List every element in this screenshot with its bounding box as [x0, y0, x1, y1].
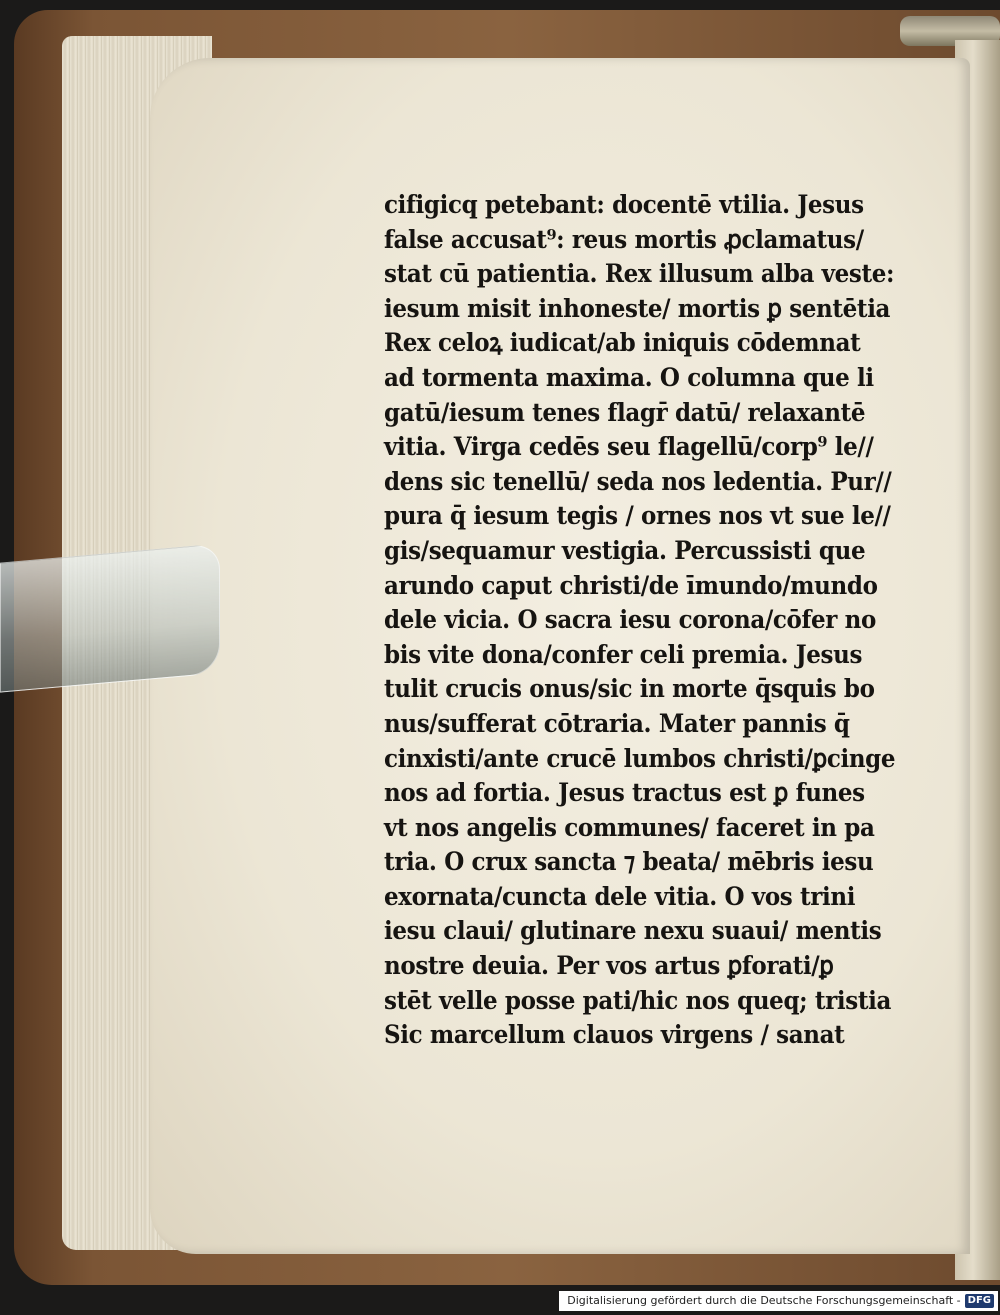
digitization-credit	[559, 1291, 998, 1311]
glass-page-weight	[0, 543, 220, 692]
text-line: stat cū patientia. Rex illusum alba veste:	[384, 259, 895, 289]
text-line: iesu claui/ glutinare nexu suaui/ mentis	[384, 916, 882, 946]
credit-text: Digitalisierung gefördert durch die Deutsche Forschungsgemeinschaft -	[567, 1294, 961, 1307]
text-line: gatū/iesum tenes flagr̄ datū/ relaxantē	[384, 397, 866, 427]
text-line: Rex celoꝝ iudicat/ab iniquis cōdemnat	[384, 328, 861, 358]
text-line: ad tormenta maxima. O columna que li	[384, 362, 874, 392]
text-line: false accusat⁹: reus mortis ꝓclamatus/	[384, 224, 864, 254]
text-line: exornata/cuncta dele vitia. O vos trini	[384, 881, 856, 911]
text-line: dele vicia. O sacra iesu corona/cōfer no	[384, 605, 877, 635]
text-line: arundo caput christi/de īmundo/mundo	[384, 570, 878, 600]
text-line: cifigicq petebant: docentē vtilia. Jesus	[384, 190, 864, 219]
text-line: nos ad fortia. Jesus tractus est ꝑ funes	[384, 778, 865, 808]
text-line: cinxisti/ante crucē lumbos christi/ꝑcinge	[384, 743, 896, 773]
printed-text-block	[384, 188, 939, 1053]
text-line: tulit crucis onus/sic in morte q̄squis bo	[384, 674, 875, 704]
text-line: gis/sequamur vestigia. Percussisti que	[384, 535, 866, 565]
dfg-logo: DFG	[965, 1294, 994, 1308]
text-line: vitia. Virga cedēs seu flagellū/corp⁹ le//	[384, 432, 874, 462]
text-line: stēt velle posse pati/hic nos queq; tristia	[384, 985, 892, 1015]
text-line: iesum misit inhoneste/ mortis ꝑ sentētia	[384, 293, 891, 323]
text-line: pura q̄ iesum tegis / ornes nos vt sue le//	[384, 501, 891, 531]
text-line: Sic marcellum clauos virgens / sanat	[384, 1020, 845, 1050]
text-line: bis vite dona/confer celi premia. Jesus	[384, 639, 863, 669]
text-line: vt nos angelis communes/ faceret in pa	[384, 812, 875, 842]
text-line: dens sic tenellū/ seda nos ledentia. Pur//	[384, 466, 892, 496]
text-line: nostre deuia. Per vos artus ꝑforati/ꝑ	[384, 951, 834, 981]
text-line: nus/sufferat cōtraria. Mater pannis q̄	[384, 708, 850, 738]
text-line: tria. O crux sancta ⁊ beata/ mēbris iesu	[384, 847, 874, 877]
